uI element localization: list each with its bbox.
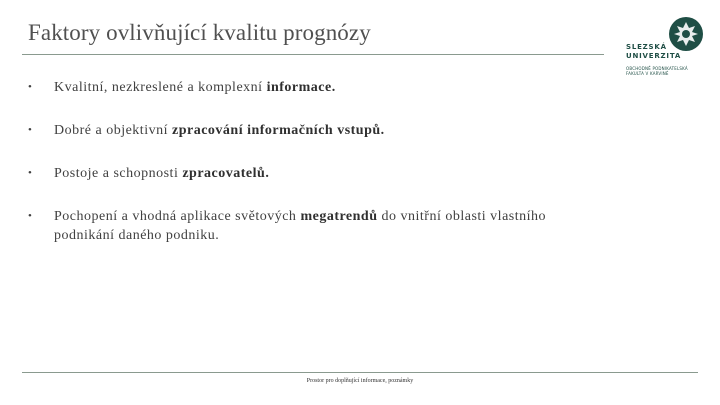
bullet-item	[28, 164, 588, 183]
bullet-emphasis: zpracování informačních vstupů.	[171, 123, 385, 138]
bullet-item	[28, 207, 588, 245]
footer-divider	[22, 372, 698, 373]
logo-name-line-1: SLEZSKÁ	[626, 43, 667, 51]
bullet-text: Pochopení a vhodná aplikace světových	[54, 209, 301, 224]
bullet-text: Postoje a schopnosti	[54, 166, 183, 181]
title-divider	[22, 54, 604, 55]
logo-faculty	[626, 66, 688, 76]
logo-name-line-2: UNIVERZITA	[626, 52, 682, 60]
slide-title: Faktory ovlivňující kvalitu prognózy	[28, 20, 371, 45]
logo-faculty-line-2: FAKULTA V KARVINÉ	[626, 71, 669, 76]
bullet-emphasis: informace.	[266, 80, 336, 95]
bullet-text: Kvalitní, nezkreslené a komplexní	[54, 80, 267, 95]
bullet-text: Dobré a objektivní	[54, 123, 172, 138]
logo-faculty-line-1: OBCHODNĚ PODNIKATELSKÁ	[626, 66, 688, 71]
bullet-marker: •	[28, 81, 33, 93]
bullet-marker: •	[28, 210, 33, 222]
bullet-list	[28, 78, 588, 269]
bullet-marker: •	[28, 124, 33, 136]
bullet-emphasis: megatrendů	[300, 209, 378, 224]
bullet-text-after: do vnitřní oblasti vlastního podnikání daného podniku.	[54, 209, 547, 243]
bullet-item	[28, 78, 588, 97]
bullet-emphasis: zpracovatelů.	[182, 166, 270, 181]
footer-note: Prostor pro doplňující informace, poznámky	[306, 378, 414, 384]
bullet-item	[28, 121, 588, 140]
bullet-marker: •	[28, 167, 33, 179]
logo-wordmark	[626, 43, 681, 61]
university-logo	[624, 16, 708, 82]
